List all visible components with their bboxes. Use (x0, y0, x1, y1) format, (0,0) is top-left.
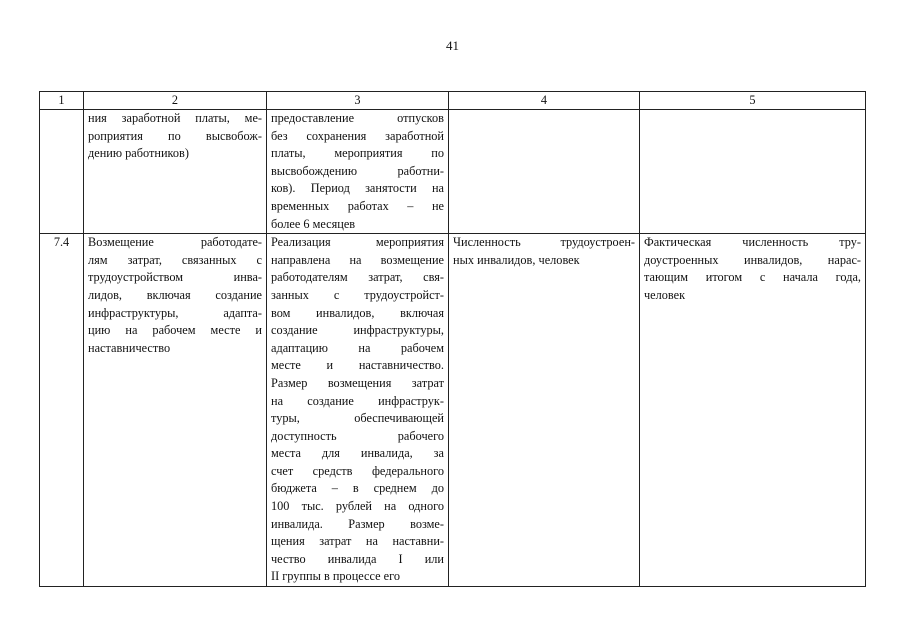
cell-text-line: роприятия по высвобож- (88, 128, 262, 143)
cell-text-line: наставничество (88, 340, 171, 355)
cell-text-line: II группы в процессе его (271, 569, 400, 584)
indicator-cell (449, 110, 640, 234)
cell-text-line: тающим итогом с начала года, (644, 270, 861, 285)
cell-text-line: инвалида. Размер возме- (271, 516, 444, 531)
indicator-method-cell (640, 110, 866, 234)
cell-text-line: платы, мероприятия по (271, 146, 444, 161)
cell-text-line: на создание инфраструк- (271, 393, 444, 408)
cell-text-line: ков). Период занятости на (271, 181, 444, 196)
cell-text-line: ных инвалидов, человек (453, 252, 580, 267)
cell-text-line: доступность рабочего (271, 428, 444, 443)
cell-text-line: лидов, включая создание (88, 287, 262, 302)
cell-text-line: создание инфраструктуры, (271, 323, 444, 338)
cell-text-line: бюджета – в среднем до (271, 481, 444, 496)
cell-text-line: временных работах – не (271, 198, 444, 213)
cell-text-line: 100 тыс. рублей на одного (271, 499, 444, 514)
cell-text-line: дению работников) (88, 146, 189, 161)
row-number-cell (40, 110, 84, 234)
cell-text-line: Возмещение работодате- (88, 235, 262, 250)
cell-text-line: Фактическая численность тру- (644, 235, 861, 250)
cell-text-line: чество инвалида I или (271, 551, 444, 566)
row-number-cell: 7.4 (40, 234, 84, 587)
table-row (40, 110, 866, 234)
cell-text-line: лям затрат, связанных с (88, 252, 262, 267)
indicator-cell (449, 234, 640, 587)
cell-text-line: щения затрат на наставни- (271, 534, 444, 549)
table-row (40, 234, 866, 587)
header-col-5: 5 (640, 92, 866, 110)
cell-text-line: места для инвалида, за (271, 446, 444, 461)
measure-description-cell (267, 110, 449, 234)
cell-text-line: Размер возмещения затрат (271, 375, 444, 390)
measure-name-cell (84, 110, 267, 234)
cell-text-line: занных с трудоустройст- (271, 287, 444, 302)
indicator-method-cell (640, 234, 866, 587)
document-table (39, 91, 866, 587)
header-col-4: 4 (449, 92, 640, 110)
cell-text-line: направлена на возмещение (271, 252, 444, 267)
cell-text-line: туры, обеспечивающей (271, 411, 444, 426)
header-col-1: 1 (40, 92, 84, 110)
cell-text-line: человек (644, 287, 686, 302)
cell-text-line: цию на рабочем месте и (88, 323, 262, 338)
cell-text-line: месте и наставничество. (271, 358, 444, 373)
cell-text-line: более 6 месяцев (271, 216, 356, 231)
table-header-row (40, 92, 866, 110)
header-col-2: 2 (84, 92, 267, 110)
cell-text-line: трудоустройством инва- (88, 270, 262, 285)
cell-text-line: вом инвалидов, включая (271, 305, 444, 320)
cell-text-line: Реализация мероприятия (271, 235, 444, 250)
measure-description-cell (267, 234, 449, 587)
cell-text-line: предоставление отпусков (271, 111, 444, 125)
page-number: 41 (446, 38, 459, 53)
cell-text-line: счет средств федерального (271, 463, 444, 478)
cell-text-line: адаптацию на рабочем (271, 340, 444, 355)
cell-text-line: Численность трудоустроен- (453, 235, 635, 250)
cell-text-line: высвобождению работни- (271, 163, 444, 178)
cell-text-line: ния заработной платы, ме- (88, 111, 262, 125)
header-col-3: 3 (267, 92, 449, 110)
cell-text-line: инфраструктуры, адапта- (88, 305, 262, 320)
cell-text-line: без сохранения заработной (271, 128, 444, 143)
measure-name-cell (84, 234, 267, 587)
cell-text-line: работодателям затрат, свя- (271, 270, 444, 285)
cell-text-line: доустроенных инвалидов, нарас- (644, 252, 861, 267)
